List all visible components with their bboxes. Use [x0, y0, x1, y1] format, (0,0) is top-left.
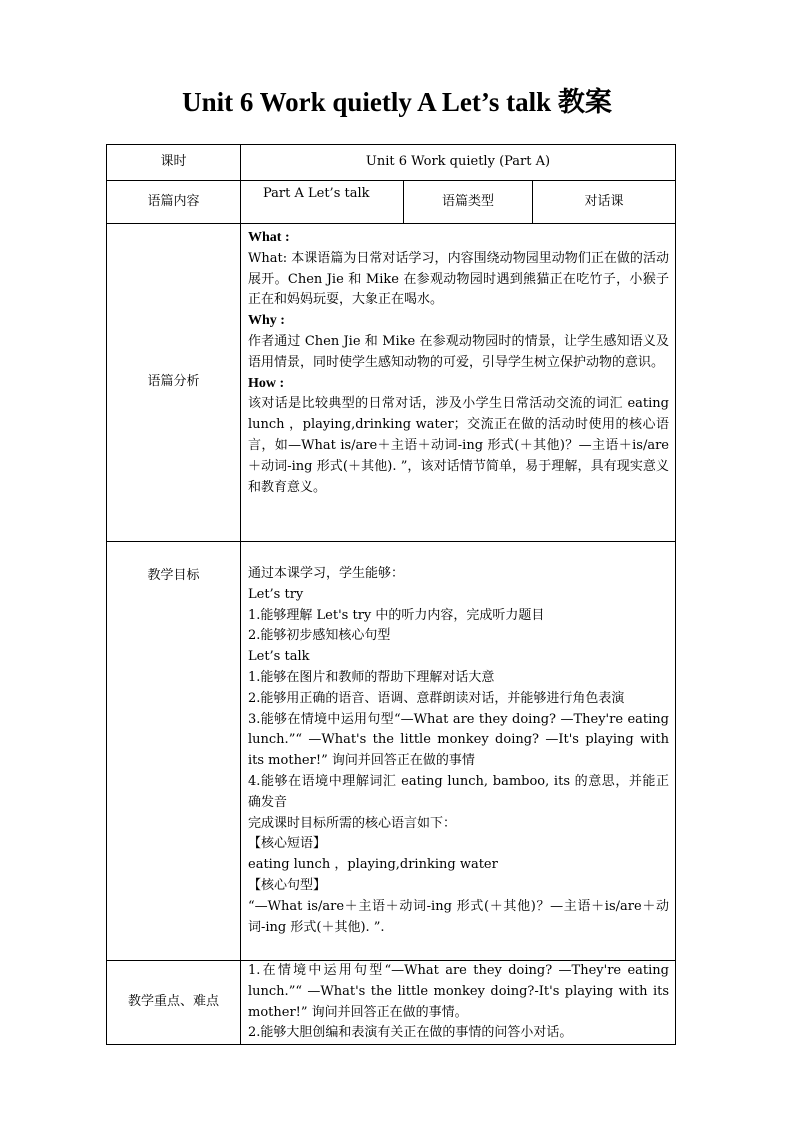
label-analysis: 语篇分析 [107, 224, 241, 542]
goal-line: Let’s try [248, 586, 304, 602]
goal-line: 4.能够在语境中理解词汇 eating lunch, bamboo, its 的意思，并能正确发音 [248, 773, 669, 810]
label-content: 语篇内容 [107, 181, 241, 224]
how-heading: How : [248, 375, 285, 391]
row-key-points [107, 961, 676, 1045]
label-key-points: 教学重点、难点 [107, 961, 241, 1045]
goal-line: 1.能够理解 Let's try 中的听力内容，完成听力题目 [248, 607, 545, 623]
goal-line: 【核心短语】 [248, 836, 327, 852]
goal-line: 2.能够初步感知核心句型 [248, 628, 391, 644]
what-heading: What : [248, 230, 290, 245]
value-lesson: Unit 6 Work quietly (Part A) [241, 145, 676, 181]
how-text: 该对话是比较典型的日常对话，涉及小学生日常活动交流的词汇 eating lunch ，playing,drinking water；交流正在做的活动时使用的核心语言，如—What is/are＋主语＋动词-ing 形式(＋其他)？—主语＋is/are＋动词-ing 形式(＋其他). ”，该对话情节简单，易于理解，具有现实意义和教育意义。 [248, 396, 669, 495]
why-heading: Why : [248, 313, 285, 329]
goals-cell [241, 542, 676, 961]
goal-line: eating lunch ，playing,drinking water [248, 857, 498, 873]
goal-line: Let’s talk [248, 649, 310, 665]
label-goals: 教学目标 [107, 542, 241, 961]
goals-block [241, 564, 675, 938]
key-points-cell [241, 961, 676, 1045]
row-analysis [107, 224, 676, 542]
key-points-block [241, 961, 675, 1044]
key-point-line: 1.在情境中运用句型“—What are they doing? —They're eating lunch.”“ —What's the little monkey doing?-It's playing with its mother!” 询问并回答正在做的事情。 [248, 963, 669, 1020]
goal-line: 通过本课学习，学生能够： [248, 566, 405, 581]
what-text: What: 本课语篇为日常对话学习，内容围绕动物园里动物们正在做的活动展开。Chen Jie 和 Mike 在参观动物园时遇到熊猫正在吃竹子，小猴子正在和妈妈玩耍，大象正在喝水。 [248, 250, 669, 308]
row-lesson [107, 145, 676, 181]
analysis-block [241, 228, 675, 498]
goal-line: 【核心句型】 [248, 877, 327, 893]
row-goals [107, 542, 676, 961]
row-content [107, 181, 676, 224]
key-point-line: 2.能够大胆创编和表演有关正在做的事情的问答小对话。 [248, 1025, 573, 1041]
goal-line: 2.能够用正确的语音、语调、意群朗读对话，并能够进行角色表演 [248, 690, 625, 706]
analysis-cell [241, 224, 676, 542]
label-type: 语篇类型 [404, 181, 533, 224]
goal-line: 1.能够在图片和教师的帮助下理解对话大意 [248, 669, 495, 685]
document-title: Unit 6 Work quietly A Let’s talk 教案 [182, 87, 612, 117]
goal-line: 完成课时目标所需的核心语言如下： [248, 815, 457, 831]
lesson-plan-table [106, 144, 676, 1045]
goal-line: “—What is/are＋主语＋动词-ing 形式(＋其他)？—主语＋is/are＋动词-ing 形式(＋其他). ”. [248, 898, 669, 935]
value-type: 对话课 [533, 181, 676, 224]
value-content: Part A Let’s talk [241, 181, 404, 224]
label-lesson: 课时 [107, 145, 241, 181]
goal-line: 3.能够在情境中运用句型“—What are they doing? —They're eating lunch.”“ —What's the little monkey doing? —It's playing with its mother!” 询问并回答正在做的事情 [248, 711, 669, 769]
why-text: 作者通过 Chen Jie 和 Mike 在参观动物园时的情景，让学生感知语义及语用情景，同时使学生感知动物的可爱，引导学生树立保护动物的意识。 [248, 333, 669, 370]
